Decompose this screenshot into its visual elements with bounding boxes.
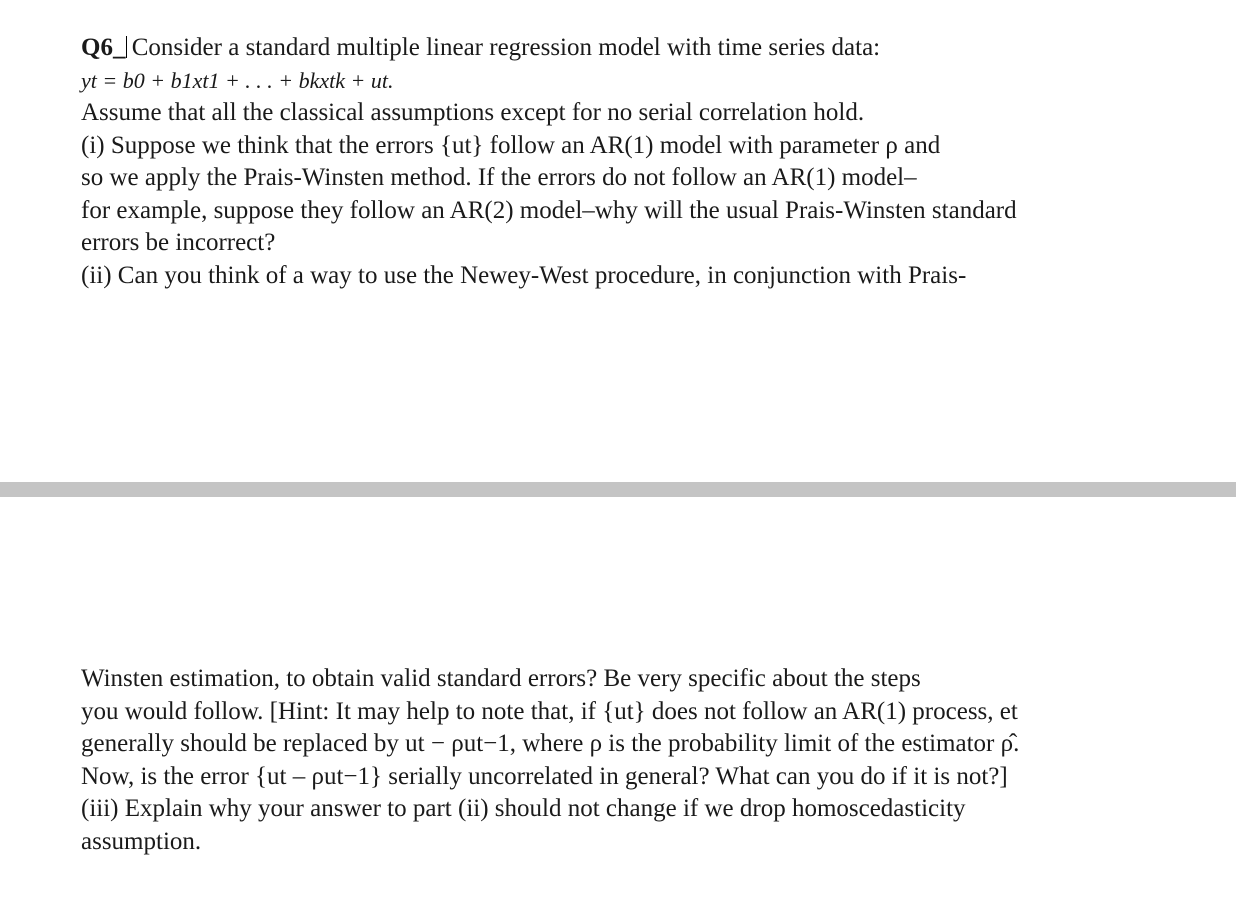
- text-line: (ii) Can you think of a way to use the Newey-West procedure, in conjunction with Prais-: [81, 261, 967, 289]
- question-label: Q6_: [81, 34, 126, 61]
- text-line: so we apply the Prais-Winsten method. If the errors do not follow an AR(1) model–: [81, 164, 917, 191]
- text-line: for example, suppose they follow an AR(2) model–why will the usual Prais-Winsten standard: [81, 196, 1017, 224]
- text-line: (iii) Explain why your answer to part (ii) should not change if we drop homoscedasticity: [81, 795, 966, 822]
- question-heading-line: [81, 32, 1017, 65]
- text-line: errors be incorrect?: [81, 229, 276, 256]
- regression-equation: yt = b0 + b1xt1 + . . . + bkxtk + ut.: [81, 67, 394, 93]
- page-separator: [0, 482, 1236, 497]
- text-line: Winsten estimation, to obtain valid standard errors? Be very specific about the steps: [81, 665, 921, 692]
- text-line: assumption.: [81, 827, 202, 855]
- text-cursor: [126, 36, 127, 58]
- question-text-bottom: [81, 663, 1019, 858]
- text-line: generally should be replaced by ut − ρut−1, where ρ is the probability limit of the estimator ρ̂.: [81, 730, 1020, 757]
- text-line: Now, is the error {ut – ρut−1} serially uncorrelated in general? What can you do if it is not?]: [81, 762, 1008, 790]
- question-intro: Consider a standard multiple linear regression model with time series data:: [131, 34, 881, 61]
- text-line: (i) Suppose we think that the errors {ut} follow an AR(1) model with parameter ρ and: [81, 131, 941, 159]
- question-text-top: [81, 32, 1017, 292]
- text-line: you would follow. [Hint: It may help to note that, if {ut} does not follow an AR(1) process, et: [81, 697, 1018, 725]
- text-line: Assume that all the classical assumptions except for no serial correlation hold.: [81, 99, 865, 126]
